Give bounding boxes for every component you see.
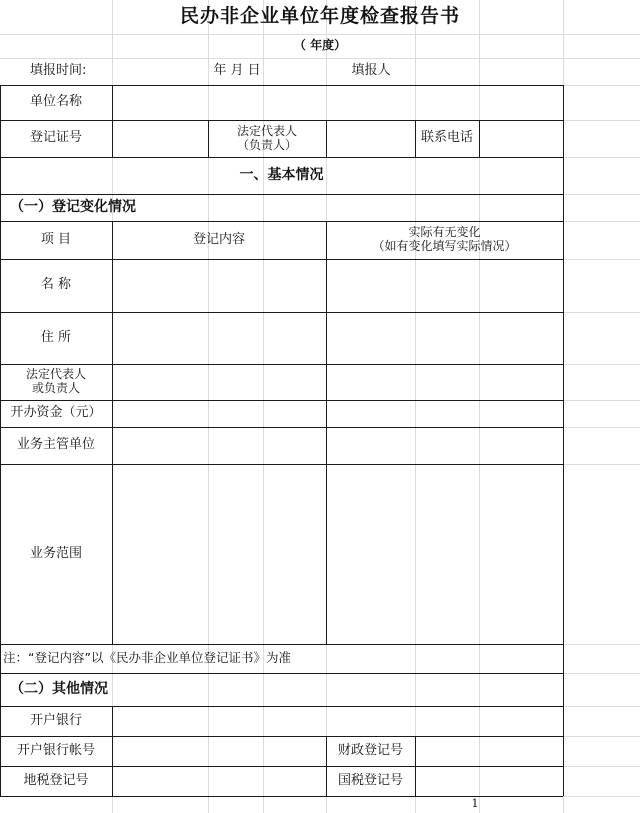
row-address-reg-field[interactable] [112,312,326,364]
section-other-info: （二）其他情况 [10,681,108,698]
row-supervisor-label: 业务主管单位 [16,437,95,453]
fill-date-field[interactable]: 年 月 日 [213,63,261,79]
row-address-change-field[interactable] [326,312,563,364]
col-actual-change-header: 实际有无变化 （如有变化填写实际情况） [372,225,517,253]
bank-account-label: 开户银行帐号 [16,742,95,758]
section-registration-changes: （一）登记变化情况 [10,199,136,216]
fill-time-label: 填报时间: [30,63,87,79]
row-name-reg-field[interactable] [112,259,326,312]
page-number: 1 [471,797,479,811]
row-name-label: 名 称 [40,277,72,293]
contact-phone-field[interactable] [479,120,563,157]
col-reg-content-header: 登记内容 [192,231,245,247]
registration-note: 注：“登记内容”以《民办非企业单位登记证书》为准 [3,650,291,666]
row-business-scope-label: 业务范围 [29,545,82,561]
reg-cert-no-label: 登记证号 [29,130,82,146]
local-tax-reg-field[interactable] [112,766,326,796]
row-address-label: 住 所 [40,329,72,345]
row-legal-rep-reg-field[interactable] [112,364,326,400]
reg-cert-no-field[interactable] [112,120,208,157]
form-title: 民办非企业单位年度检查报告书 [179,5,460,28]
col-item-header: 项 目 [40,231,72,247]
finance-reg-label: 财政登记号 [337,742,403,758]
filler-label: 填报人 [351,63,391,79]
section-basic-info: 一、基本情况 [239,167,324,184]
row-legal-rep-label: 法定代表人 或负责人 [25,367,86,395]
national-tax-reg-label: 国税登记号 [337,772,403,788]
bank-label: 开户银行 [29,712,82,728]
row-supervisor-reg-field[interactable] [112,427,326,464]
row-business-scope-reg-field[interactable] [112,464,326,644]
year-line: （ 年度） [293,38,347,53]
national-tax-reg-field[interactable] [415,766,563,796]
row-supervisor-change-field[interactable] [326,427,563,464]
finance-reg-field[interactable] [415,736,563,766]
row-business-scope-change-field[interactable] [326,464,563,644]
unit-name-label: 单位名称 [29,94,82,110]
row-capital-change-field[interactable] [326,400,563,427]
row-capital-reg-field[interactable] [112,400,326,427]
local-tax-reg-label: 地税登记号 [23,772,89,788]
unit-name-field[interactable] [112,85,563,120]
legal-rep-field[interactable] [326,120,415,157]
row-name-change-field[interactable] [326,259,563,312]
legal-rep-label: 法定代表人 （负责人） [236,123,297,152]
row-legal-rep-change-field[interactable] [326,364,563,400]
bank-field[interactable] [112,706,563,736]
contact-phone-label: 联系电话 [420,130,473,146]
row-capital-label: 开办资金（元） [10,405,102,421]
bank-account-field[interactable] [112,736,326,766]
